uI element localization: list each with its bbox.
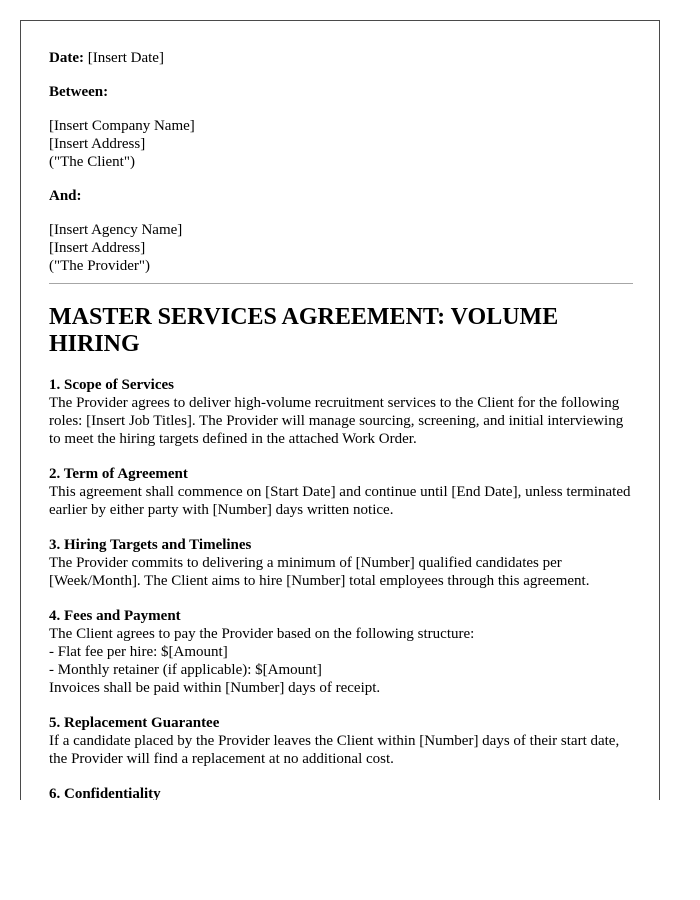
date-line <box>49 49 633 67</box>
payment-intro-line: The Client agrees to pay the Provider based on the following structure: <box>49 626 475 642</box>
provider-name: [Insert Agency Name] <box>49 222 183 238</box>
section-body: The Provider agrees to deliver high-volume recruitment services to the Client for the following roles: [Insert Job Titles]. The Provider will manage sourcing, screening, and initial interviewing to meet the hiring targets defined in the attached Work Order. <box>49 395 624 447</box>
client-party-block <box>49 117 633 171</box>
section-heading: 6. Confidentiality <box>49 786 161 800</box>
payment-retainer-line: - Monthly retainer (if applicable): $[Amount] <box>49 662 322 678</box>
section-heading: 4. Fees and Payment <box>49 608 181 624</box>
date-value: [Insert Date] <box>87 50 164 66</box>
section-heading: 2. Term of Agreement <box>49 466 188 482</box>
date-label: Date: <box>49 50 84 66</box>
section-confidentiality <box>49 785 633 800</box>
document-page <box>20 20 660 800</box>
section-heading: 5. Replacement Guarantee <box>49 715 220 731</box>
section-scope-of-services <box>49 376 633 448</box>
section-hiring-targets <box>49 536 633 590</box>
client-alias: ("The Client") <box>49 154 135 170</box>
agreement-title: MASTER SERVICES AGREEMENT: VOLUME HIRING <box>49 304 559 357</box>
section-body: The Provider commits to delivering a minimum of [Number] qualified candidates per [Week/Month]. The Client aims to hire [Number] total employees through this agreement. <box>49 555 590 589</box>
document-content <box>49 49 633 800</box>
and-label: And: <box>49 188 82 204</box>
between-label: Between: <box>49 84 109 100</box>
section-divider <box>49 283 633 284</box>
payment-flat-fee-line: - Flat fee per hire: $[Amount] <box>49 644 228 660</box>
section-heading: 1. Scope of Services <box>49 377 174 393</box>
provider-party-block <box>49 221 633 275</box>
section-heading: 3. Hiring Targets and Timelines <box>49 537 252 553</box>
client-address: [Insert Address] <box>49 136 146 152</box>
provider-address: [Insert Address] <box>49 240 146 256</box>
payment-terms-line: Invoices shall be paid within [Number] days of receipt. <box>49 680 381 696</box>
section-term-of-agreement <box>49 465 633 519</box>
client-name: [Insert Company Name] <box>49 118 195 134</box>
section-replacement-guarantee <box>49 714 633 768</box>
provider-alias: ("The Provider") <box>49 258 150 274</box>
section-body: This agreement shall commence on [Start Date] and continue until [End Date], unless terminated earlier by either party with [Number] days written notice. <box>49 484 631 518</box>
section-body: If a candidate placed by the Provider leaves the Client within [Number] days of their start date, the Provider will find a replacement at no additional cost. <box>49 733 620 767</box>
section-fees-and-payment <box>49 607 633 697</box>
